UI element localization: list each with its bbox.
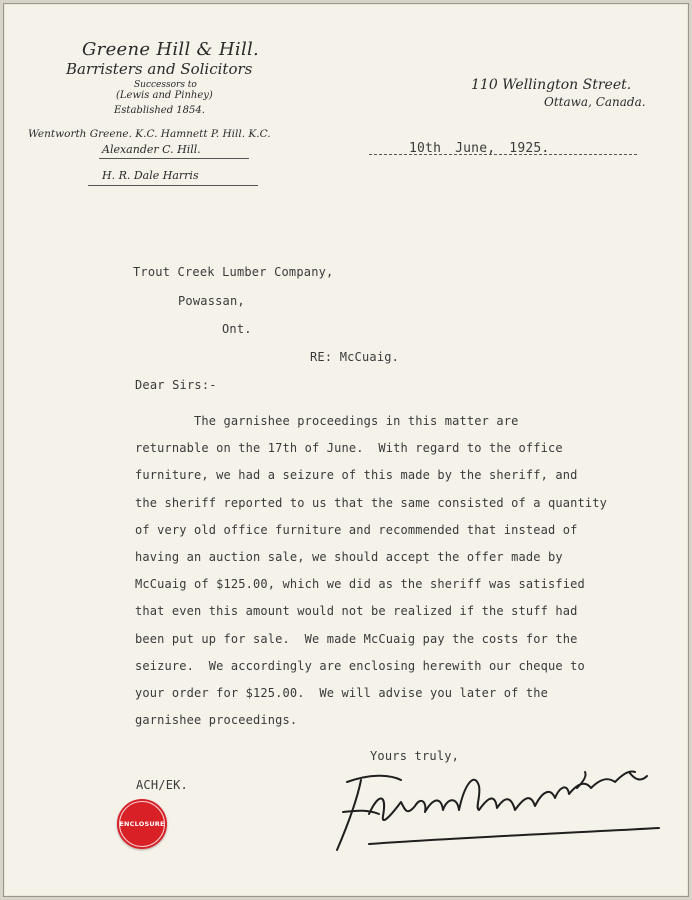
body-line: been put up for sale. We made McCuaig pay the costs for the: [135, 631, 578, 646]
date-rule: [369, 154, 637, 155]
body-line: returnable on the 17th of June. With regard to the office: [135, 441, 563, 456]
letter-body: [135, 408, 675, 734]
body-line: garnishee proceedings.: [135, 713, 298, 728]
body-line: McCuaig of $125.00, which we did as the sheriff was satisfied: [135, 577, 585, 592]
body-line: your order for $125.00. We will advise you later of the: [135, 685, 548, 700]
reference-line: RE: McCuaig.: [310, 350, 400, 364]
recipient-line: Trout Creek Lumber Company,: [133, 265, 334, 279]
salutation: Dear Sirs:-: [135, 378, 217, 392]
seal-ring: [119, 801, 165, 847]
predecessor-firm: (Lewis and Pinhey): [116, 90, 213, 101]
body-line: furniture, we had a seizure of this made by the sheriff, and: [135, 468, 578, 483]
established-year: Established 1854.: [114, 105, 205, 116]
letter-sheet: [3, 3, 689, 897]
partners-list: Wentworth Greene. K.C. Hamnett P. Hill. K.C.: [28, 128, 271, 140]
closing: Yours truly,: [370, 749, 460, 763]
enclosure-seal: [117, 799, 167, 849]
body-line: seizure. We accordingly are enclosing herewith our cheque to: [135, 658, 585, 673]
letterhead-divider: [88, 185, 258, 186]
successors-label: Successors to: [134, 80, 197, 90]
recipient-line: Powassan,: [178, 294, 245, 308]
handwritten-signature: [329, 752, 669, 862]
letterhead-divider: [99, 158, 249, 159]
city-address: Ottawa, Canada.: [544, 95, 646, 109]
recipient-line: Ont.: [222, 322, 252, 336]
body-line: of very old office furniture and recommended that instead of: [135, 522, 578, 537]
body-line: the sheriff reported to us that the same consisted of a quantity: [135, 495, 607, 510]
letter-date: 10th June, 1925.: [409, 141, 550, 156]
firm-name: Greene Hill & Hill.: [82, 39, 260, 60]
partner-name: Alexander C. Hill.: [102, 143, 201, 156]
seal-label: ENCLOSURE: [119, 820, 165, 828]
firm-profession: Barristers and Solicitors: [66, 60, 253, 78]
associate-name: H. R. Dale Harris: [102, 169, 199, 182]
body-line: The garnishee proceedings in this matter are: [135, 414, 519, 428]
street-address: 110 Wellington Street.: [471, 77, 632, 93]
body-line: that even this amount would not be realized if the stuff had: [135, 604, 578, 619]
typist-initials: ACH/EK.: [136, 778, 188, 792]
body-line: having an auction sale, we should accept the offer made by: [135, 549, 563, 564]
